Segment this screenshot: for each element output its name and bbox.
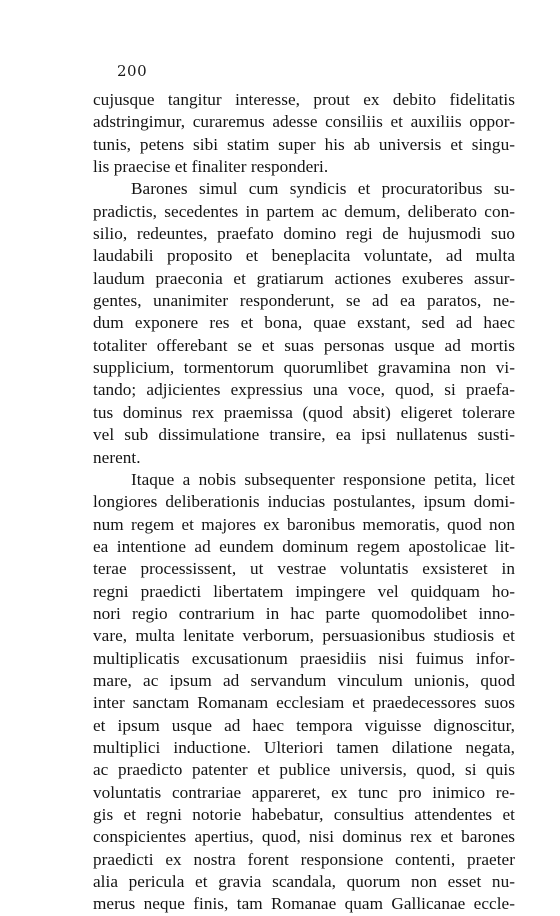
text-line: ac praedicto patenter et publice universis, quod, si quis [93, 760, 515, 780]
text-line: lis praecise et finaliter responderi. [93, 157, 329, 177]
text-line: nerent. [93, 447, 141, 467]
text-line: terae processissent, ut vestrae voluntatis exsisteret in [93, 559, 515, 579]
text-line: tando; adjicientes expressius una voce, quod, si praefa- [93, 380, 515, 400]
text-line: conspicientes apertius, quod, nisi dominus rex et barones [93, 827, 515, 847]
text-line: pradictis, secedentes in partem ac demum, deliberato con- [93, 201, 515, 221]
text-line: regni praedicti libertatem impingere vel quidquam ho- [93, 581, 515, 601]
text-line: tunis, petens sibi statim super his ab universis et singu- [93, 134, 515, 154]
text-line: dum exponere res et bona, quae exstant, sed ad haec [93, 313, 515, 333]
text-line: praedicti ex nostra forent responsione contenti, praeter [93, 849, 515, 869]
text-line: gis et regni notorie habebatur, consultius attendentes et [93, 805, 515, 824]
text-line: silio, redeuntes, praefato domino regi de hujusmodi suo [93, 224, 515, 244]
text-line: inter sanctam Romanam ecclesiam et praedecessores suos [93, 693, 515, 713]
text-line: longiores deliberationis inducias postulantes, ipsum domi- [93, 492, 515, 512]
text-line: num regem et majores ex baronibus memoratis, quod non [93, 514, 515, 534]
text-line: totaliter offerebant se et suas personas usque ad mortis [93, 335, 515, 355]
text-line: adstringimur, curaremus adesse consiliis et auxiliis oppor- [93, 112, 515, 132]
text-line: vel sub dissimulatione transire, ea ipsi nullatenus susti- [93, 425, 515, 445]
text-line: supplicium, tormentorum quorumlibet gravamina non vi- [93, 358, 515, 378]
page-number: 200 [117, 62, 148, 80]
text-line: multiplici inductione. Ulteriori tamen dilatione negata, [93, 737, 515, 757]
text-line: laudum praeconia et gratiarum actiones exuberes assur- [93, 268, 515, 288]
text-line: tus dominus rex praemissa (quod absit) eligeret tolerare [93, 402, 515, 422]
text-line: voluntatis contrariae appareret, ex tunc pro inimico re- [93, 782, 515, 802]
text-line: vare, multa lenitate verborum, persuasionibus studiosis et [93, 626, 515, 646]
text-line: merus neque finis, tam Romanae quam Gallicanae eccle- [93, 894, 515, 914]
text-line: cujusque tangitur interesse, prout ex debito fidelitatis [93, 90, 515, 109]
text-line: Barones simul cum syndicis et procuratoribus su- [131, 179, 515, 199]
text-line: gentes, unanimiter responderunt, se ad ea paratos, ne- [93, 291, 515, 311]
text-line: Itaque a nobis subsequenter responsione petita, licet [131, 469, 515, 489]
text-line: multiplicatis excusationum praesidiis nisi fuimus infor- [93, 648, 515, 668]
text-line: nori regio contrarium in hac parte quomodolibet inno- [93, 603, 515, 623]
text-line: mare, ac ipsum ad servandum vinculum unionis, quod [93, 670, 515, 690]
body-text [93, 89, 515, 916]
text-line: laudabili proposito et beneplacita voluntate, ad multa [93, 246, 515, 266]
text-line: et ipsum usque ad haec tempora viguisse dignoscitur, [93, 715, 515, 735]
text-line: alia pericula et gravia scandala, quorum non esset nu- [93, 872, 515, 892]
text-line: ea intentione ad eundem dominum regem apostolicae lit- [93, 536, 515, 556]
